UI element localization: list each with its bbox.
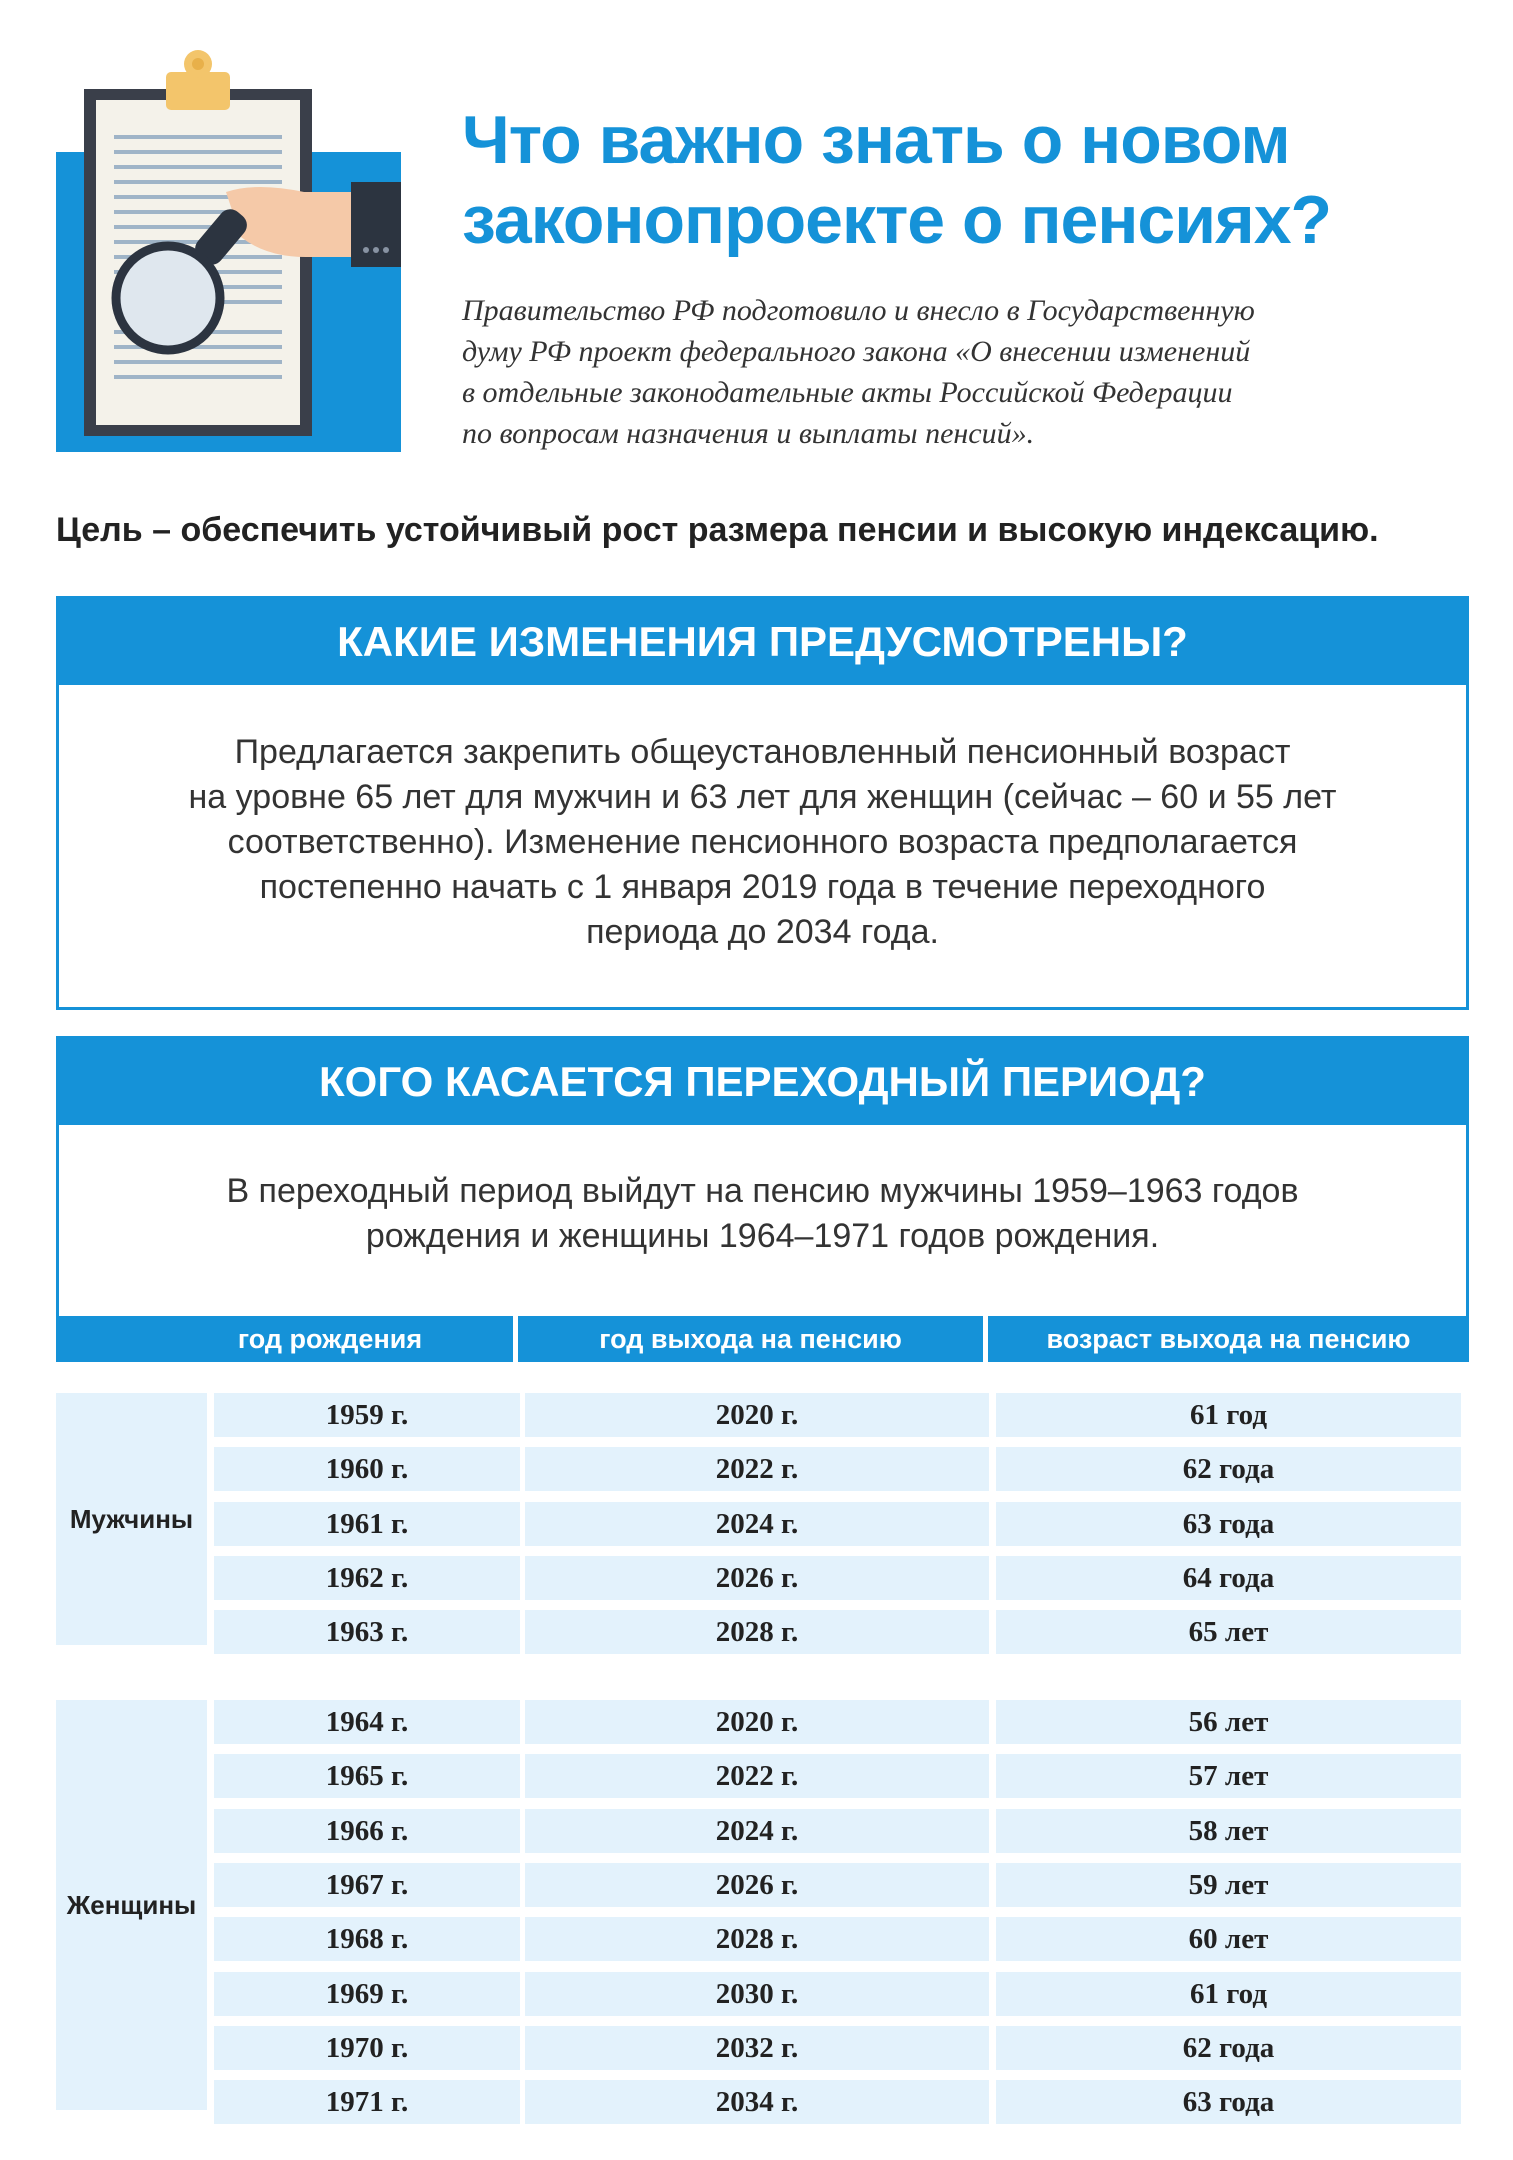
title-line-2: законопроекте о пенсиях? [462, 182, 1332, 258]
body-line: рождения и женщины 1964–1971 годов рождения. [365, 1217, 1160, 1255]
body-line: периода до 2034 года. [586, 913, 939, 951]
birth-year-cell: 1966 г. [214, 1809, 520, 1853]
birth-year-cell: 1961 г. [214, 1502, 520, 1546]
column-header-birth-year: год рождения [237, 1323, 423, 1354]
clipboard-magnifier-illustration [56, 42, 401, 452]
birth-year-cell: 1967 г. [214, 1863, 520, 1907]
retire-year-cell: 2022 г. [525, 1754, 989, 1798]
retire-age-cell: 61 год [996, 1972, 1461, 2016]
column-header-retire-year: год выхода на пенсию [599, 1323, 902, 1354]
retire-age-cell: 63 года [996, 2080, 1461, 2124]
changes-section-title: КАКИЕ ИЗМЕНЕНИЯ ПРЕДУСМОТРЕНЫ? [59, 599, 1466, 685]
table-row [214, 1972, 1461, 2016]
table-row [214, 1502, 1461, 1546]
retire-year-cell: 2020 г. [525, 1393, 989, 1437]
table-row [214, 1863, 1461, 1907]
body-line: постепенно начать с 1 января 2019 года в течение переходного [259, 868, 1266, 906]
retire-age-cell: 61 год [996, 1393, 1461, 1437]
birth-year-cell: 1968 г. [214, 1917, 520, 1961]
body-line: В переходный период выйдут на пенсию мужчины 1959–1963 годов [226, 1172, 1299, 1210]
birth-year-cell: 1964 г. [214, 1700, 520, 1744]
table-row [214, 2026, 1461, 2070]
goal-statement: Цель – обеспечить устойчивый рост размера пенсии и высокую индексацию. [56, 511, 1379, 549]
retire-year-cell: 2028 г. [525, 1917, 989, 1961]
birth-year-cell: 1963 г. [214, 1610, 520, 1654]
table-row [214, 1393, 1461, 1437]
intro-line: по вопросам назначения и выплаты пенсий». [462, 417, 1035, 450]
table-row [214, 1610, 1461, 1654]
retire-age-cell: 58 лет [996, 1809, 1461, 1853]
birth-year-cell: 1969 г. [214, 1972, 520, 2016]
body-line: Предлагается закрепить общеустановленный пенсионный возраст [234, 733, 1291, 771]
retire-age-cell: 59 лет [996, 1863, 1461, 1907]
table-header [56, 1316, 1469, 1362]
retire-year-cell: 2026 г. [525, 1556, 989, 1600]
transition-section-body [59, 1125, 1466, 1259]
men-group [56, 1393, 1469, 1648]
men-label: Мужчины [56, 1393, 207, 1645]
retire-age-cell: 56 лет [996, 1700, 1461, 1744]
birth-year-cell: 1960 г. [214, 1447, 520, 1491]
page-title [462, 100, 1462, 260]
body-line: соответственно). Изменение пенсионного возраста предполагается [227, 823, 1298, 861]
column-header-retire-age: возраст выхода на пенсию [1046, 1323, 1411, 1354]
retire-age-cell: 63 года [996, 1502, 1461, 1546]
transition-section [56, 1036, 1469, 1316]
table-row [214, 1700, 1461, 1744]
intro-text [462, 290, 1392, 454]
women-group [56, 1700, 1469, 2118]
retire-year-cell: 2024 г. [525, 1809, 989, 1853]
retire-age-cell: 62 года [996, 2026, 1461, 2070]
retire-year-cell: 2030 г. [525, 1972, 989, 2016]
birth-year-cell: 1959 г. [214, 1393, 520, 1437]
birth-year-cell: 1965 г. [214, 1754, 520, 1798]
intro-line: думу РФ проект федерального закона «О внесении изменений [462, 335, 1251, 368]
body-line: на уровне 65 лет для мужчин и 63 лет для женщин (сейчас – 60 и 55 лет [188, 778, 1337, 816]
retire-year-cell: 2024 г. [525, 1502, 989, 1546]
table-row [214, 1447, 1461, 1491]
changes-section-body [59, 685, 1466, 955]
table-row [214, 1917, 1461, 1961]
intro-line: в отдельные законодательные акты Российской Федерации [462, 376, 1233, 409]
retire-year-cell: 2034 г. [525, 2080, 989, 2124]
intro-line: Правительство РФ подготовило и внесло в Государственную [462, 294, 1255, 327]
table-row [214, 1556, 1461, 1600]
retire-year-cell: 2028 г. [525, 1610, 989, 1654]
changes-section [56, 596, 1469, 1010]
retire-age-cell: 65 лет [996, 1610, 1461, 1654]
birth-year-cell: 1971 г. [214, 2080, 520, 2124]
birth-year-cell: 1962 г. [214, 1556, 520, 1600]
transition-section-title: КОГО КАСАЕТСЯ ПЕРЕХОДНЫЙ ПЕРИОД? [59, 1039, 1466, 1125]
table-row [214, 2080, 1461, 2124]
table-row [214, 1809, 1461, 1853]
retire-year-cell: 2022 г. [525, 1447, 989, 1491]
retire-age-cell: 62 года [996, 1447, 1461, 1491]
retire-age-cell: 57 лет [996, 1754, 1461, 1798]
retire-year-cell: 2020 г. [525, 1700, 989, 1744]
title-line-1: Что важно знать о новом [462, 102, 1290, 178]
retire-year-cell: 2026 г. [525, 1863, 989, 1907]
retire-age-cell: 64 года [996, 1556, 1461, 1600]
birth-year-cell: 1970 г. [214, 2026, 520, 2070]
women-label: Женщины [56, 1700, 207, 2110]
table-row [214, 1754, 1461, 1798]
retire-age-cell: 60 лет [996, 1917, 1461, 1961]
retire-year-cell: 2032 г. [525, 2026, 989, 2070]
